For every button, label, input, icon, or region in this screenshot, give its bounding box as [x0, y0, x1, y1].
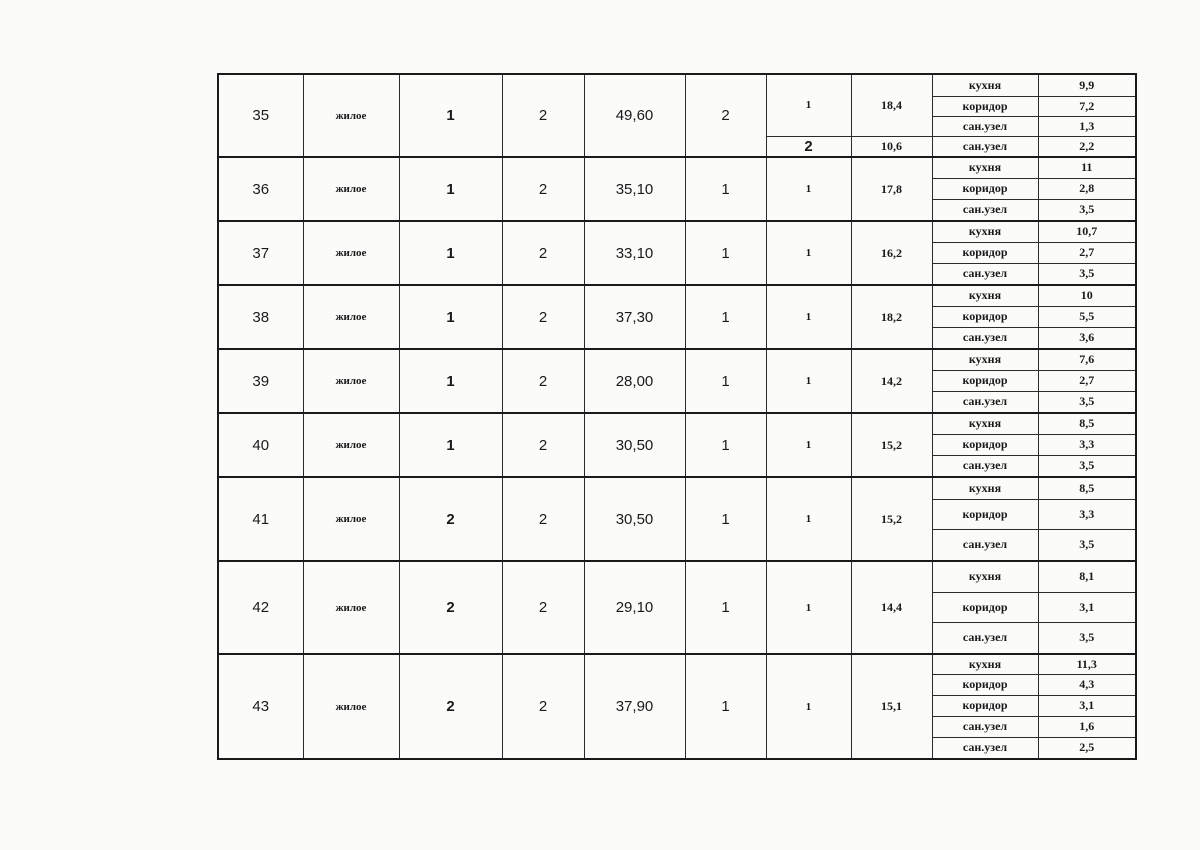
aux-room-area: 2,8 [1038, 178, 1136, 199]
aux-room-area: 2,5 [1038, 737, 1136, 759]
cell-col3: 1 [399, 413, 502, 477]
apartment-number: 39 [218, 349, 303, 413]
apartment-number: 41 [218, 477, 303, 561]
cell-col4: 2 [502, 477, 584, 561]
cell-col3: 2 [399, 561, 502, 654]
apartment-number: 40 [218, 413, 303, 477]
cell-col3: 1 [399, 74, 502, 157]
aux-room-area: 10 [1038, 285, 1136, 306]
aux-room-area: 2,2 [1038, 136, 1136, 157]
cell-col4: 2 [502, 157, 584, 221]
living-room-area: 10,6 [851, 136, 932, 157]
living-room-area: 15,2 [851, 413, 932, 477]
aux-room-area: 3,3 [1038, 434, 1136, 455]
room-count: 1 [685, 285, 766, 349]
total-area: 30,50 [584, 477, 685, 561]
aux-room-name: коридор [932, 306, 1038, 327]
room-count: 1 [685, 413, 766, 477]
apartment-rooms-table [217, 73, 1137, 760]
aux-room-name: сан.узел [932, 327, 1038, 349]
aux-room-name: коридор [932, 499, 1038, 529]
total-area: 29,10 [584, 561, 685, 654]
aux-room-name: кухня [932, 285, 1038, 306]
apartment-number: 36 [218, 157, 303, 221]
room-count: 1 [685, 477, 766, 561]
cell-col3: 2 [399, 477, 502, 561]
aux-room-name: коридор [932, 96, 1038, 116]
room-count: 1 [685, 157, 766, 221]
aux-room-area: 3,1 [1038, 592, 1136, 622]
premise-type: жилое [303, 74, 399, 157]
living-room-number: 1 [766, 561, 851, 654]
aux-room-name: сан.узел [932, 737, 1038, 759]
aux-room-name: сан.узел [932, 622, 1038, 654]
table-row [218, 654, 1136, 674]
premise-type: жилое [303, 157, 399, 221]
table-row [218, 413, 1136, 434]
cell-col3: 1 [399, 349, 502, 413]
total-area: 35,10 [584, 157, 685, 221]
aux-room-area: 8,1 [1038, 561, 1136, 592]
table-row [218, 285, 1136, 306]
aux-room-name: коридор [932, 674, 1038, 695]
aux-room-name: кухня [932, 477, 1038, 499]
living-room-area: 16,2 [851, 221, 932, 285]
living-room-area: 18,4 [851, 74, 932, 136]
aux-room-name: сан.узел [932, 116, 1038, 136]
aux-room-area: 2,7 [1038, 242, 1136, 263]
aux-room-area: 8,5 [1038, 413, 1136, 434]
aux-room-area: 2,7 [1038, 370, 1136, 391]
total-area: 49,60 [584, 74, 685, 157]
living-room-number: 1 [766, 654, 851, 759]
apartment-number: 43 [218, 654, 303, 759]
aux-room-name: кухня [932, 221, 1038, 242]
apartment-number: 37 [218, 221, 303, 285]
cell-col4: 2 [502, 285, 584, 349]
aux-room-name: кухня [932, 654, 1038, 674]
aux-room-area: 8,5 [1038, 477, 1136, 499]
premise-type: жилое [303, 654, 399, 759]
cell-col4: 2 [502, 221, 584, 285]
room-count: 1 [685, 349, 766, 413]
aux-room-name: сан.узел [932, 716, 1038, 737]
apartment-number: 35 [218, 74, 303, 157]
room-count: 1 [685, 561, 766, 654]
aux-room-area: 9,9 [1038, 74, 1136, 96]
cell-col3: 1 [399, 285, 502, 349]
aux-room-name: коридор [932, 178, 1038, 199]
aux-room-name: сан.узел [932, 391, 1038, 413]
aux-room-name: сан.узел [932, 136, 1038, 157]
table-row [218, 349, 1136, 370]
aux-room-area: 3,5 [1038, 622, 1136, 654]
aux-room-name: коридор [932, 592, 1038, 622]
aux-room-area: 4,3 [1038, 674, 1136, 695]
aux-room-area: 1,6 [1038, 716, 1136, 737]
premise-type: жилое [303, 285, 399, 349]
aux-room-area: 10,7 [1038, 221, 1136, 242]
living-room-area: 15,1 [851, 654, 932, 759]
cell-col4: 2 [502, 561, 584, 654]
premise-type: жилое [303, 561, 399, 654]
living-room-area: 18,2 [851, 285, 932, 349]
aux-room-name: коридор [932, 370, 1038, 391]
aux-room-area: 1,3 [1038, 116, 1136, 136]
premise-type: жилое [303, 349, 399, 413]
aux-room-name: сан.узел [932, 455, 1038, 477]
aux-room-area: 3,5 [1038, 529, 1136, 561]
aux-room-area: 7,6 [1038, 349, 1136, 370]
living-room-number: 1 [766, 285, 851, 349]
aux-room-area: 11 [1038, 157, 1136, 178]
premise-type: жилое [303, 413, 399, 477]
aux-room-area: 3,3 [1038, 499, 1136, 529]
cell-col3: 1 [399, 157, 502, 221]
aux-room-area: 7,2 [1038, 96, 1136, 116]
living-room-number: 1 [766, 413, 851, 477]
aux-room-name: сан.узел [932, 263, 1038, 285]
cell-col4: 2 [502, 654, 584, 759]
apartment-number: 38 [218, 285, 303, 349]
living-room-area: 15,2 [851, 477, 932, 561]
room-count: 2 [685, 74, 766, 157]
table-row [218, 477, 1136, 499]
aux-room-name: коридор [932, 695, 1038, 716]
apartment-number: 42 [218, 561, 303, 654]
living-room-number: 1 [766, 349, 851, 413]
aux-room-area: 5,5 [1038, 306, 1136, 327]
cell-col3: 1 [399, 221, 502, 285]
cell-col4: 2 [502, 349, 584, 413]
total-area: 30,50 [584, 413, 685, 477]
living-room-number: 1 [766, 477, 851, 561]
aux-room-name: коридор [932, 434, 1038, 455]
aux-room-area: 3,5 [1038, 391, 1136, 413]
living-room-area: 17,8 [851, 157, 932, 221]
premise-type: жилое [303, 221, 399, 285]
room-count: 1 [685, 654, 766, 759]
aux-room-name: кухня [932, 157, 1038, 178]
room-count: 1 [685, 221, 766, 285]
aux-room-name: кухня [932, 349, 1038, 370]
total-area: 28,00 [584, 349, 685, 413]
aux-room-area: 3,5 [1038, 263, 1136, 285]
aux-room-area: 11,3 [1038, 654, 1136, 674]
living-room-number: 1 [766, 221, 851, 285]
aux-room-area: 3,5 [1038, 455, 1136, 477]
living-room-area: 14,2 [851, 349, 932, 413]
table-row [218, 74, 1136, 96]
total-area: 37,30 [584, 285, 685, 349]
premise-type: жилое [303, 477, 399, 561]
aux-room-name: сан.узел [932, 199, 1038, 221]
aux-room-name: сан.узел [932, 529, 1038, 561]
total-area: 33,10 [584, 221, 685, 285]
aux-room-area: 3,1 [1038, 695, 1136, 716]
aux-room-name: кухня [932, 74, 1038, 96]
living-room-area: 14,4 [851, 561, 932, 654]
cell-col4: 2 [502, 413, 584, 477]
cell-col3: 2 [399, 654, 502, 759]
living-room-number: 1 [766, 74, 851, 136]
table-row [218, 157, 1136, 178]
table-row [218, 221, 1136, 242]
table-row [218, 561, 1136, 592]
aux-room-area: 3,5 [1038, 199, 1136, 221]
total-area: 37,90 [584, 654, 685, 759]
cell-col4: 2 [502, 74, 584, 157]
aux-room-name: кухня [932, 413, 1038, 434]
living-room-number: 2 [766, 136, 851, 157]
aux-room-name: коридор [932, 242, 1038, 263]
aux-room-name: кухня [932, 561, 1038, 592]
aux-room-area: 3,6 [1038, 327, 1136, 349]
living-room-number: 1 [766, 157, 851, 221]
